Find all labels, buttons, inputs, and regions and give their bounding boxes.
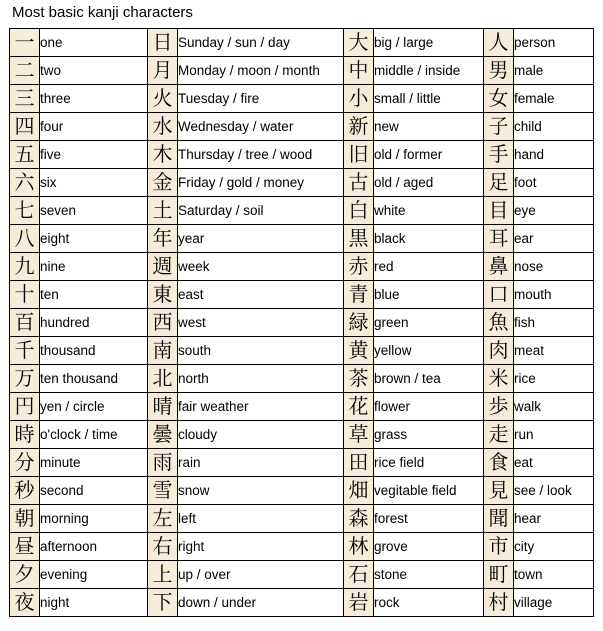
kanji-cell: 緑	[344, 309, 374, 337]
kanji-cell: 足	[484, 169, 514, 197]
kanji-cell: 子	[484, 113, 514, 141]
table-row	[10, 477, 594, 505]
meaning-cell: eight	[40, 225, 148, 253]
meaning-cell: west	[178, 309, 344, 337]
table-row	[10, 197, 594, 225]
kanji-cell: 女	[484, 85, 514, 113]
kanji-cell: 週	[148, 253, 178, 281]
meaning-cell: ten	[40, 281, 148, 309]
table-row	[10, 337, 594, 365]
meaning-cell: six	[40, 169, 148, 197]
meaning-cell: male	[514, 57, 594, 85]
meaning-cell: cloudy	[178, 421, 344, 449]
page-title: Most basic kanji characters	[12, 4, 193, 21]
meaning-cell: Saturday / soil	[178, 197, 344, 225]
meaning-cell: down / under	[178, 589, 344, 617]
kanji-cell: 百	[10, 309, 40, 337]
meaning-cell: rice field	[374, 449, 484, 477]
kanji-cell: 下	[148, 589, 178, 617]
table-row	[10, 449, 594, 477]
kanji-cell: 土	[148, 197, 178, 225]
kanji-cell: 歩	[484, 393, 514, 421]
meaning-cell: yen / circle	[40, 393, 148, 421]
meaning-cell: village	[514, 589, 594, 617]
kanji-cell: 朝	[10, 505, 40, 533]
kanji-cell: 十	[10, 281, 40, 309]
kanji-cell: 四	[10, 113, 40, 141]
kanji-cell: 五	[10, 141, 40, 169]
meaning-cell: middle / inside	[374, 57, 484, 85]
kanji-cell: 三	[10, 85, 40, 113]
kanji-cell: 大	[344, 29, 374, 57]
kanji-cell: 魚	[484, 309, 514, 337]
kanji-cell: 七	[10, 197, 40, 225]
meaning-cell: eye	[514, 197, 594, 225]
kanji-cell: 茶	[344, 365, 374, 393]
kanji-cell: 花	[344, 393, 374, 421]
meaning-cell: Monday / moon / month	[178, 57, 344, 85]
table-row	[10, 589, 594, 617]
kanji-cell: 人	[484, 29, 514, 57]
meaning-cell: hundred	[40, 309, 148, 337]
meaning-cell: rain	[178, 449, 344, 477]
meaning-cell: nose	[514, 253, 594, 281]
kanji-cell: 一	[10, 29, 40, 57]
meaning-cell: green	[374, 309, 484, 337]
kanji-cell: 右	[148, 533, 178, 561]
meaning-cell: rock	[374, 589, 484, 617]
meaning-cell: forest	[374, 505, 484, 533]
kanji-cell: 秒	[10, 477, 40, 505]
meaning-cell: yellow	[374, 337, 484, 365]
kanji-cell: 畑	[344, 477, 374, 505]
kanji-cell: 金	[148, 169, 178, 197]
kanji-cell: 千	[10, 337, 40, 365]
kanji-cell: 時	[10, 421, 40, 449]
meaning-cell: brown / tea	[374, 365, 484, 393]
table-row	[10, 225, 594, 253]
kanji-cell: 旧	[344, 141, 374, 169]
meaning-cell: east	[178, 281, 344, 309]
meaning-cell: evening	[40, 561, 148, 589]
kanji-cell: 水	[148, 113, 178, 141]
meaning-cell: foot	[514, 169, 594, 197]
kanji-cell: 赤	[344, 253, 374, 281]
kanji-cell: 岩	[344, 589, 374, 617]
meaning-cell: left	[178, 505, 344, 533]
meaning-cell: person	[514, 29, 594, 57]
meaning-cell: Sunday / sun / day	[178, 29, 344, 57]
kanji-cell: 夜	[10, 589, 40, 617]
kanji-cell: 中	[344, 57, 374, 85]
table-row	[10, 365, 594, 393]
kanji-cell: 北	[148, 365, 178, 393]
meaning-cell: eat	[514, 449, 594, 477]
meaning-cell: meat	[514, 337, 594, 365]
table-row	[10, 505, 594, 533]
meaning-cell: rice	[514, 365, 594, 393]
meaning-cell: south	[178, 337, 344, 365]
meaning-cell: three	[40, 85, 148, 113]
meaning-cell: vegitable field	[374, 477, 484, 505]
kanji-cell: 雨	[148, 449, 178, 477]
meaning-cell: red	[374, 253, 484, 281]
table-row	[10, 113, 594, 141]
meaning-cell: five	[40, 141, 148, 169]
table-row	[10, 253, 594, 281]
meaning-cell: one	[40, 29, 148, 57]
meaning-cell: old / former	[374, 141, 484, 169]
table-row	[10, 533, 594, 561]
table-row	[10, 393, 594, 421]
meaning-cell: old / aged	[374, 169, 484, 197]
meaning-cell: ten thousand	[40, 365, 148, 393]
meaning-cell: ear	[514, 225, 594, 253]
kanji-cell: 鼻	[484, 253, 514, 281]
meaning-cell: flower	[374, 393, 484, 421]
kanji-cell: 肉	[484, 337, 514, 365]
kanji-cell: 米	[484, 365, 514, 393]
meaning-cell: four	[40, 113, 148, 141]
kanji-cell: 八	[10, 225, 40, 253]
meaning-cell: two	[40, 57, 148, 85]
meaning-cell: fish	[514, 309, 594, 337]
kanji-cell: 田	[344, 449, 374, 477]
meaning-cell: black	[374, 225, 484, 253]
kanji-cell: 火	[148, 85, 178, 113]
meaning-cell: city	[514, 533, 594, 561]
meaning-cell: snow	[178, 477, 344, 505]
kanji-cell: 村	[484, 589, 514, 617]
meaning-cell: grove	[374, 533, 484, 561]
meaning-cell: morning	[40, 505, 148, 533]
meaning-cell: Tuesday / fire	[178, 85, 344, 113]
meaning-cell: week	[178, 253, 344, 281]
meaning-cell: hear	[514, 505, 594, 533]
kanji-cell: 木	[148, 141, 178, 169]
meaning-cell: right	[178, 533, 344, 561]
meaning-cell: run	[514, 421, 594, 449]
kanji-cell: 月	[148, 57, 178, 85]
meaning-cell: nine	[40, 253, 148, 281]
kanji-cell: 六	[10, 169, 40, 197]
kanji-cell: 手	[484, 141, 514, 169]
meaning-cell: night	[40, 589, 148, 617]
kanji-cell: 西	[148, 309, 178, 337]
kanji-cell: 黄	[344, 337, 374, 365]
meaning-cell: Thursday / tree / wood	[178, 141, 344, 169]
table-row	[10, 421, 594, 449]
meaning-cell: seven	[40, 197, 148, 225]
kanji-cell: 口	[484, 281, 514, 309]
table-row	[10, 141, 594, 169]
meaning-cell: see / look	[514, 477, 594, 505]
kanji-cell: 黒	[344, 225, 374, 253]
table-row	[10, 561, 594, 589]
kanji-cell: 昼	[10, 533, 40, 561]
meaning-cell: mouth	[514, 281, 594, 309]
kanji-cell: 左	[148, 505, 178, 533]
kanji-cell: 東	[148, 281, 178, 309]
table-row	[10, 57, 594, 85]
kanji-cell: 青	[344, 281, 374, 309]
kanji-cell: 万	[10, 365, 40, 393]
meaning-cell: walk	[514, 393, 594, 421]
meaning-cell: blue	[374, 281, 484, 309]
meaning-cell: small / little	[374, 85, 484, 113]
meaning-cell: second	[40, 477, 148, 505]
kanji-cell: 日	[148, 29, 178, 57]
kanji-cell: 市	[484, 533, 514, 561]
meaning-cell: town	[514, 561, 594, 589]
meaning-cell: female	[514, 85, 594, 113]
meaning-cell: thousand	[40, 337, 148, 365]
kanji-cell: 林	[344, 533, 374, 561]
meaning-cell: child	[514, 113, 594, 141]
kanji-cell: 分	[10, 449, 40, 477]
kanji-cell: 男	[484, 57, 514, 85]
table-row	[10, 281, 594, 309]
kanji-cell: 曇	[148, 421, 178, 449]
kanji-cell: 森	[344, 505, 374, 533]
kanji-cell: 草	[344, 421, 374, 449]
kanji-cell: 見	[484, 477, 514, 505]
table-row	[10, 169, 594, 197]
kanji-cell: 夕	[10, 561, 40, 589]
meaning-cell: hand	[514, 141, 594, 169]
kanji-cell: 聞	[484, 505, 514, 533]
meaning-cell: minute	[40, 449, 148, 477]
kanji-cell: 食	[484, 449, 514, 477]
kanji-cell: 走	[484, 421, 514, 449]
meaning-cell: north	[178, 365, 344, 393]
kanji-cell: 小	[344, 85, 374, 113]
table-row	[10, 309, 594, 337]
meaning-cell: up / over	[178, 561, 344, 589]
kanji-cell: 目	[484, 197, 514, 225]
kanji-cell: 上	[148, 561, 178, 589]
kanji-cell: 晴	[148, 393, 178, 421]
meaning-cell: grass	[374, 421, 484, 449]
meaning-cell: o'clock / time	[40, 421, 148, 449]
kanji-cell: 新	[344, 113, 374, 141]
meaning-cell: afternoon	[40, 533, 148, 561]
kanji-cell: 南	[148, 337, 178, 365]
meaning-cell: big / large	[374, 29, 484, 57]
kanji-cell: 雪	[148, 477, 178, 505]
kanji-cell: 年	[148, 225, 178, 253]
kanji-table	[9, 28, 594, 617]
meaning-cell: Wednesday / water	[178, 113, 344, 141]
meaning-cell: year	[178, 225, 344, 253]
table-row	[10, 85, 594, 113]
meaning-cell: stone	[374, 561, 484, 589]
kanji-cell: 石	[344, 561, 374, 589]
kanji-cell: 町	[484, 561, 514, 589]
kanji-cell: 二	[10, 57, 40, 85]
meaning-cell: white	[374, 197, 484, 225]
meaning-cell: fair weather	[178, 393, 344, 421]
kanji-cell: 白	[344, 197, 374, 225]
kanji-cell: 耳	[484, 225, 514, 253]
kanji-cell: 古	[344, 169, 374, 197]
kanji-cell: 九	[10, 253, 40, 281]
meaning-cell: Friday / gold / money	[178, 169, 344, 197]
kanji-cell: 円	[10, 393, 40, 421]
table-row	[10, 29, 594, 57]
meaning-cell: new	[374, 113, 484, 141]
